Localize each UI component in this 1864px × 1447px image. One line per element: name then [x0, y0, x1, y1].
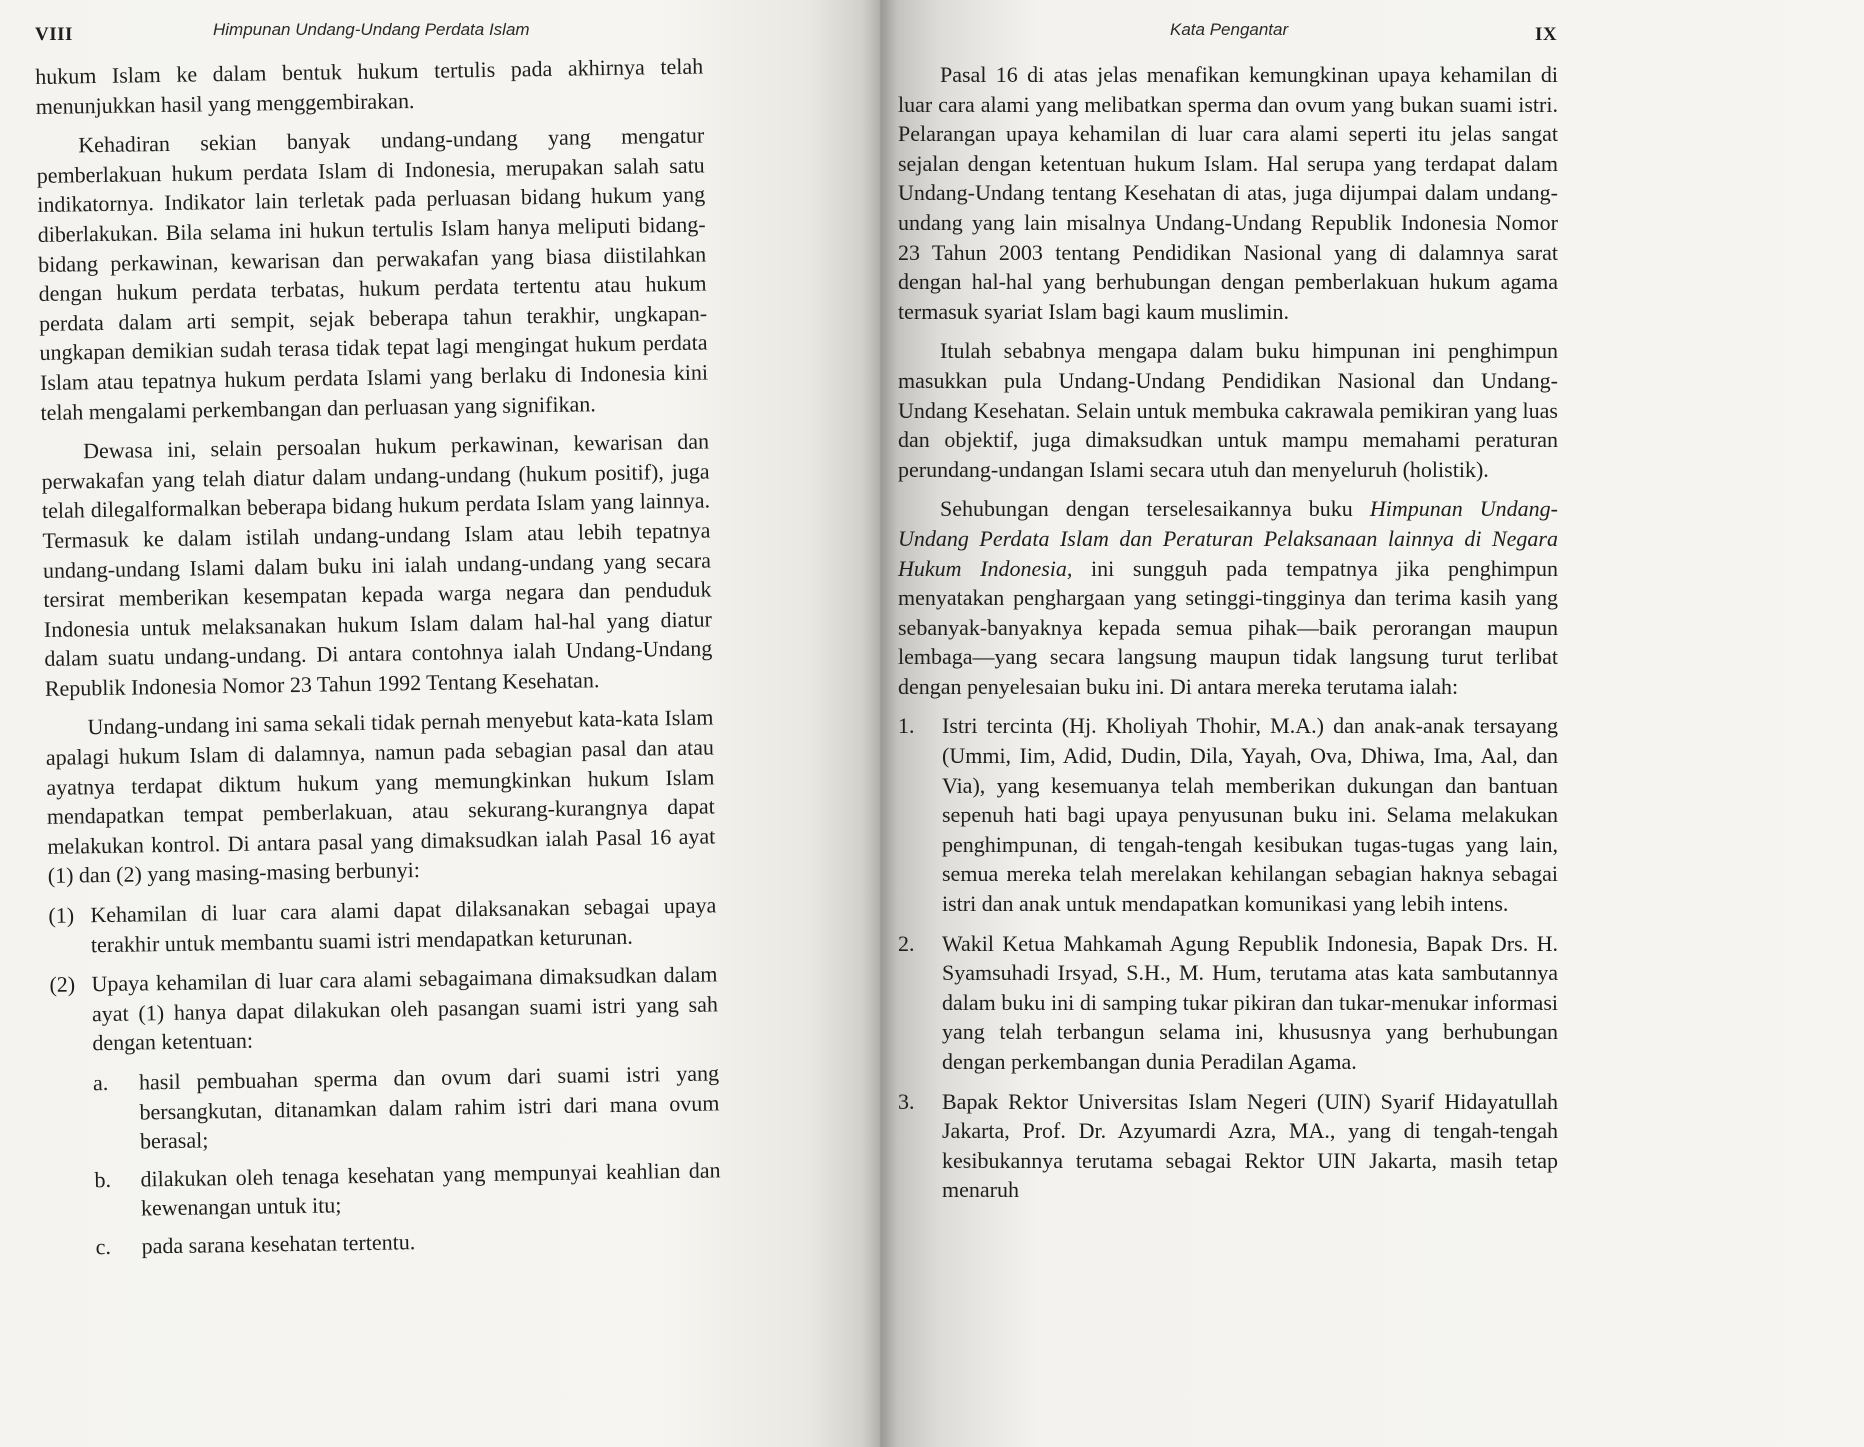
- list-item: [898, 711, 1558, 918]
- acknowledgement-list: [898, 711, 1558, 1205]
- ayat-item: [48, 890, 717, 960]
- ayat-number: (1): [48, 902, 75, 928]
- book-gutter: [862, 0, 898, 1447]
- ayat-text: Kehamilan di luar cara alami dapat dilaksanakan sebagai upaya terakhir untuk membantu suami istri mendapatkan keturunan.: [90, 892, 717, 957]
- ayat-number: (2): [49, 971, 76, 998]
- ketentuan-text: dilakukan oleh tenaga kesehatan yang mempunyai keahlian dan kewenangan untuk itu;: [140, 1157, 721, 1221]
- list-number: 1.: [898, 713, 915, 739]
- paragraph: [898, 494, 1558, 701]
- right-page: [880, 0, 1864, 1447]
- running-title: Himpunan Undang-Undang Perdata Islam: [213, 20, 530, 39]
- ketentuan-text: pada sarana kesehatan tertentu.: [141, 1229, 416, 1259]
- paragraph-lead: Sehubungan dengan terselesaikannya buku: [940, 496, 1370, 522]
- list-number: 3.: [898, 1088, 915, 1114]
- left-page: [0, 0, 880, 1447]
- paragraph: Undang-undang ini sama sekali tidak pernah menyebut kata-kata Islam apalagi hukum Islam di dalamnya, namun pada sebagian pasal dan atau ayatnya terdapat diktum hukum yang memungkinkan hukum Islam mendapatkan tempat pemberlakuan, atau sekurang-kurangnya dapat melakukan kontrol. Di antara pasal yang dimaksudkan ialah Pasal 16 ayat (1) dan (2) yang masing-masing berbunyi:: [45, 704, 716, 889]
- page-number: IX: [1535, 24, 1558, 45]
- paragraph-rest: ini sungguh pada tempatnya jika penghimpun menyatakan penghargaan yang setinggi-tingginya dan terima kasih yang sebanyak-banyaknya kepada semua pihak—baik perorangan maupun lembaga—yang secara langsung maupun tidak langsung turut terlibat dengan penyelesaian buku ini. Di antara mereka terutama ialah:: [898, 555, 1558, 699]
- ketentuan-text: hasil pembuahan sperma dan ovum dari suami istri yang bersangkutan, ditanamkan dalam rahim istri dari mana ovum berasal;: [138, 1060, 720, 1154]
- page-number: VIII: [35, 24, 73, 45]
- paragraph: Pasal 16 di atas jelas menafikan kemungkinan upaya kehamilan di luar cara alami yang melibatkan sperma dan ovum yang bukan suami istri. Pelarangan upaya kehamilan di luar cara alami seperti itu jelas sangat sejalan dengan ketentuan hukum Islam. Hal serupa yang terdapat dalam Undang-Undang tentang Kesehatan di atas, juga dijumpai dalam undang-undang yang lain misalnya Undang-Undang Republik Indonesia Nomor 23 Tahun 2003 tentang Pendidikan Nasional yang di dalamnya sarat dengan hal-hal yang berhubungan dengan pemberlakuan hukum agama termasuk syariat Islam bagi kaum muslimin.: [898, 62, 1558, 324]
- list-item: [898, 1087, 1558, 1205]
- ketentuan-letter: b.: [94, 1166, 112, 1192]
- paragraph: Itulah sebabnya mengapa dalam buku himpunan ini penghimpun masukkan pula Undang-Undang Pendidikan Nasional dan Undang-Undang Kesehatan. Selain untuk membuka cakrawala pemikiran yang luas dan objektif, juga dimaksudkan untuk mampu memahami peraturan perundang-undangan Islami secara utuh dan menyeluruh (holistik).: [898, 338, 1558, 482]
- paragraph: Dewasa ini, selain persoalan hukum perkawinan, kewarisan dan perwakafan yang telah diatur dalam undang-undang (hukum positif), juga telah dilegalformalkan beberapa bidang hukum perdata Islam yang lainnya. Termasuk ke dalam istilah undang-undang Islam atau lebih tepatnya undang-undang Islami dalam buku ini ialah undang-undang yang secara tersirat memberikan kesempatan kepada warga negara dan penduduk Indonesia untuk melaksanakan hukum Islam dalam hal-hal yang diatur dalam suatu undang-undang. Di antara contohnya ialah Undang-Undang Republik Indonesia Nomor 23 Tahun 1992 Tentang Kesehatan.: [41, 428, 713, 701]
- book-title: Himpunan Undang-Undang Perdata Islam dan Peraturan Pelaksanaan lainnya di Negara Hukum Indonesia,: [898, 496, 1558, 581]
- paragraph: hukum Islam ke dalam bentuk hukum tertulis pada akhirnya telah menunjukkan hasil yang menggembirakan.: [35, 53, 704, 119]
- ayat-item: [49, 960, 718, 1059]
- ketentuan-letter: c.: [95, 1233, 112, 1260]
- list-text: Bapak Rektor Universitas Islam Negeri (UIN) Syarif Hidayatullah Jakarta, Prof. Dr. Azyumardi Azra, MA., yang di tengah-tengah kesibukannya terutama sebagai Rektor UIN Jakarta, masih tetap menaruh: [942, 1088, 1558, 1203]
- list-text: Wakil Ketua Mahkamah Agung Republik Indonesia, Bapak Drs. H. Syamsuhadi Irsyad, S.H., M. Hum, terutama atas kata sambutannya dalam buku ini di samping tukar pikiran dan tukar-menukar informasi yang telah terbangun selama ini, khususnya yang berhubungan dengan perkembangan dunia Peradilan Agama.: [942, 930, 1558, 1074]
- ketentuan-item: [93, 1058, 720, 1157]
- list-item: [898, 929, 1558, 1077]
- ketentuan-item: [94, 1155, 721, 1224]
- right-text-column: [898, 60, 1558, 1215]
- left-text-column: [35, 52, 722, 1271]
- list-number: 2.: [898, 930, 915, 956]
- ketentuan-letter: a.: [92, 1069, 109, 1096]
- ketentuan-item: [95, 1222, 721, 1261]
- paragraph: Kehadiran sekian banyak undang-undang yang mengatur pemberlakuan hukum perdata Islam di Indonesia, merupakan salah satu indikatornya. Indikator lain terletak pada perluasan bidang hukum yang diberlakukan. Bila selama ini hukun tertulis Islam hanya meliputi bidang-bidang perkawinan, kewarisan dan perwakafan yang biasa diistilahkan dengan hukum perdata terbatas, hukum perdata tertentu atau hukum perdata dalam arti sempit, sejak beberapa tahun terakhir, ungkapan-ungkapan demikian sudah terasa tidak tepat lagi mengingat hukum perdata Islam atau tepatnya hukum perdata Islami yang berlaku di Indonesia kini telah mengalami perkembangan dan perluasan yang signifikan.: [36, 122, 709, 425]
- ayat-text: Upaya kehamilan di luar cara alami sebagaimana dimaksudkan dalam ayat (1) hanya dapat dilakukan oleh pasangan suami istri yang sah dengan ketentuan:: [91, 961, 719, 1056]
- running-title: Kata Pengantar: [1170, 20, 1289, 39]
- list-text: Istri tercinta (Hj. Kholiyah Thohir, M.A.) dan anak-anak tersayang (Ummi, Iim, Adid, Dudin, Dila, Yayah, Ova, Dhiwa, Ima, Aal, dan Via), yang kesemuanya telah memberikan dukungan dan bantuan sepenuh hati bagi upaya penyusunan buku ini. Selama melakukan penghimpunan, di tengah-tengah kesibukan tugas-tugas yang lain, semua mereka telah merelakan kehilangan sebagian haknya sebagai istri dan anak untuk mendapatkan komunikasi yang lebih intens.: [942, 713, 1558, 917]
